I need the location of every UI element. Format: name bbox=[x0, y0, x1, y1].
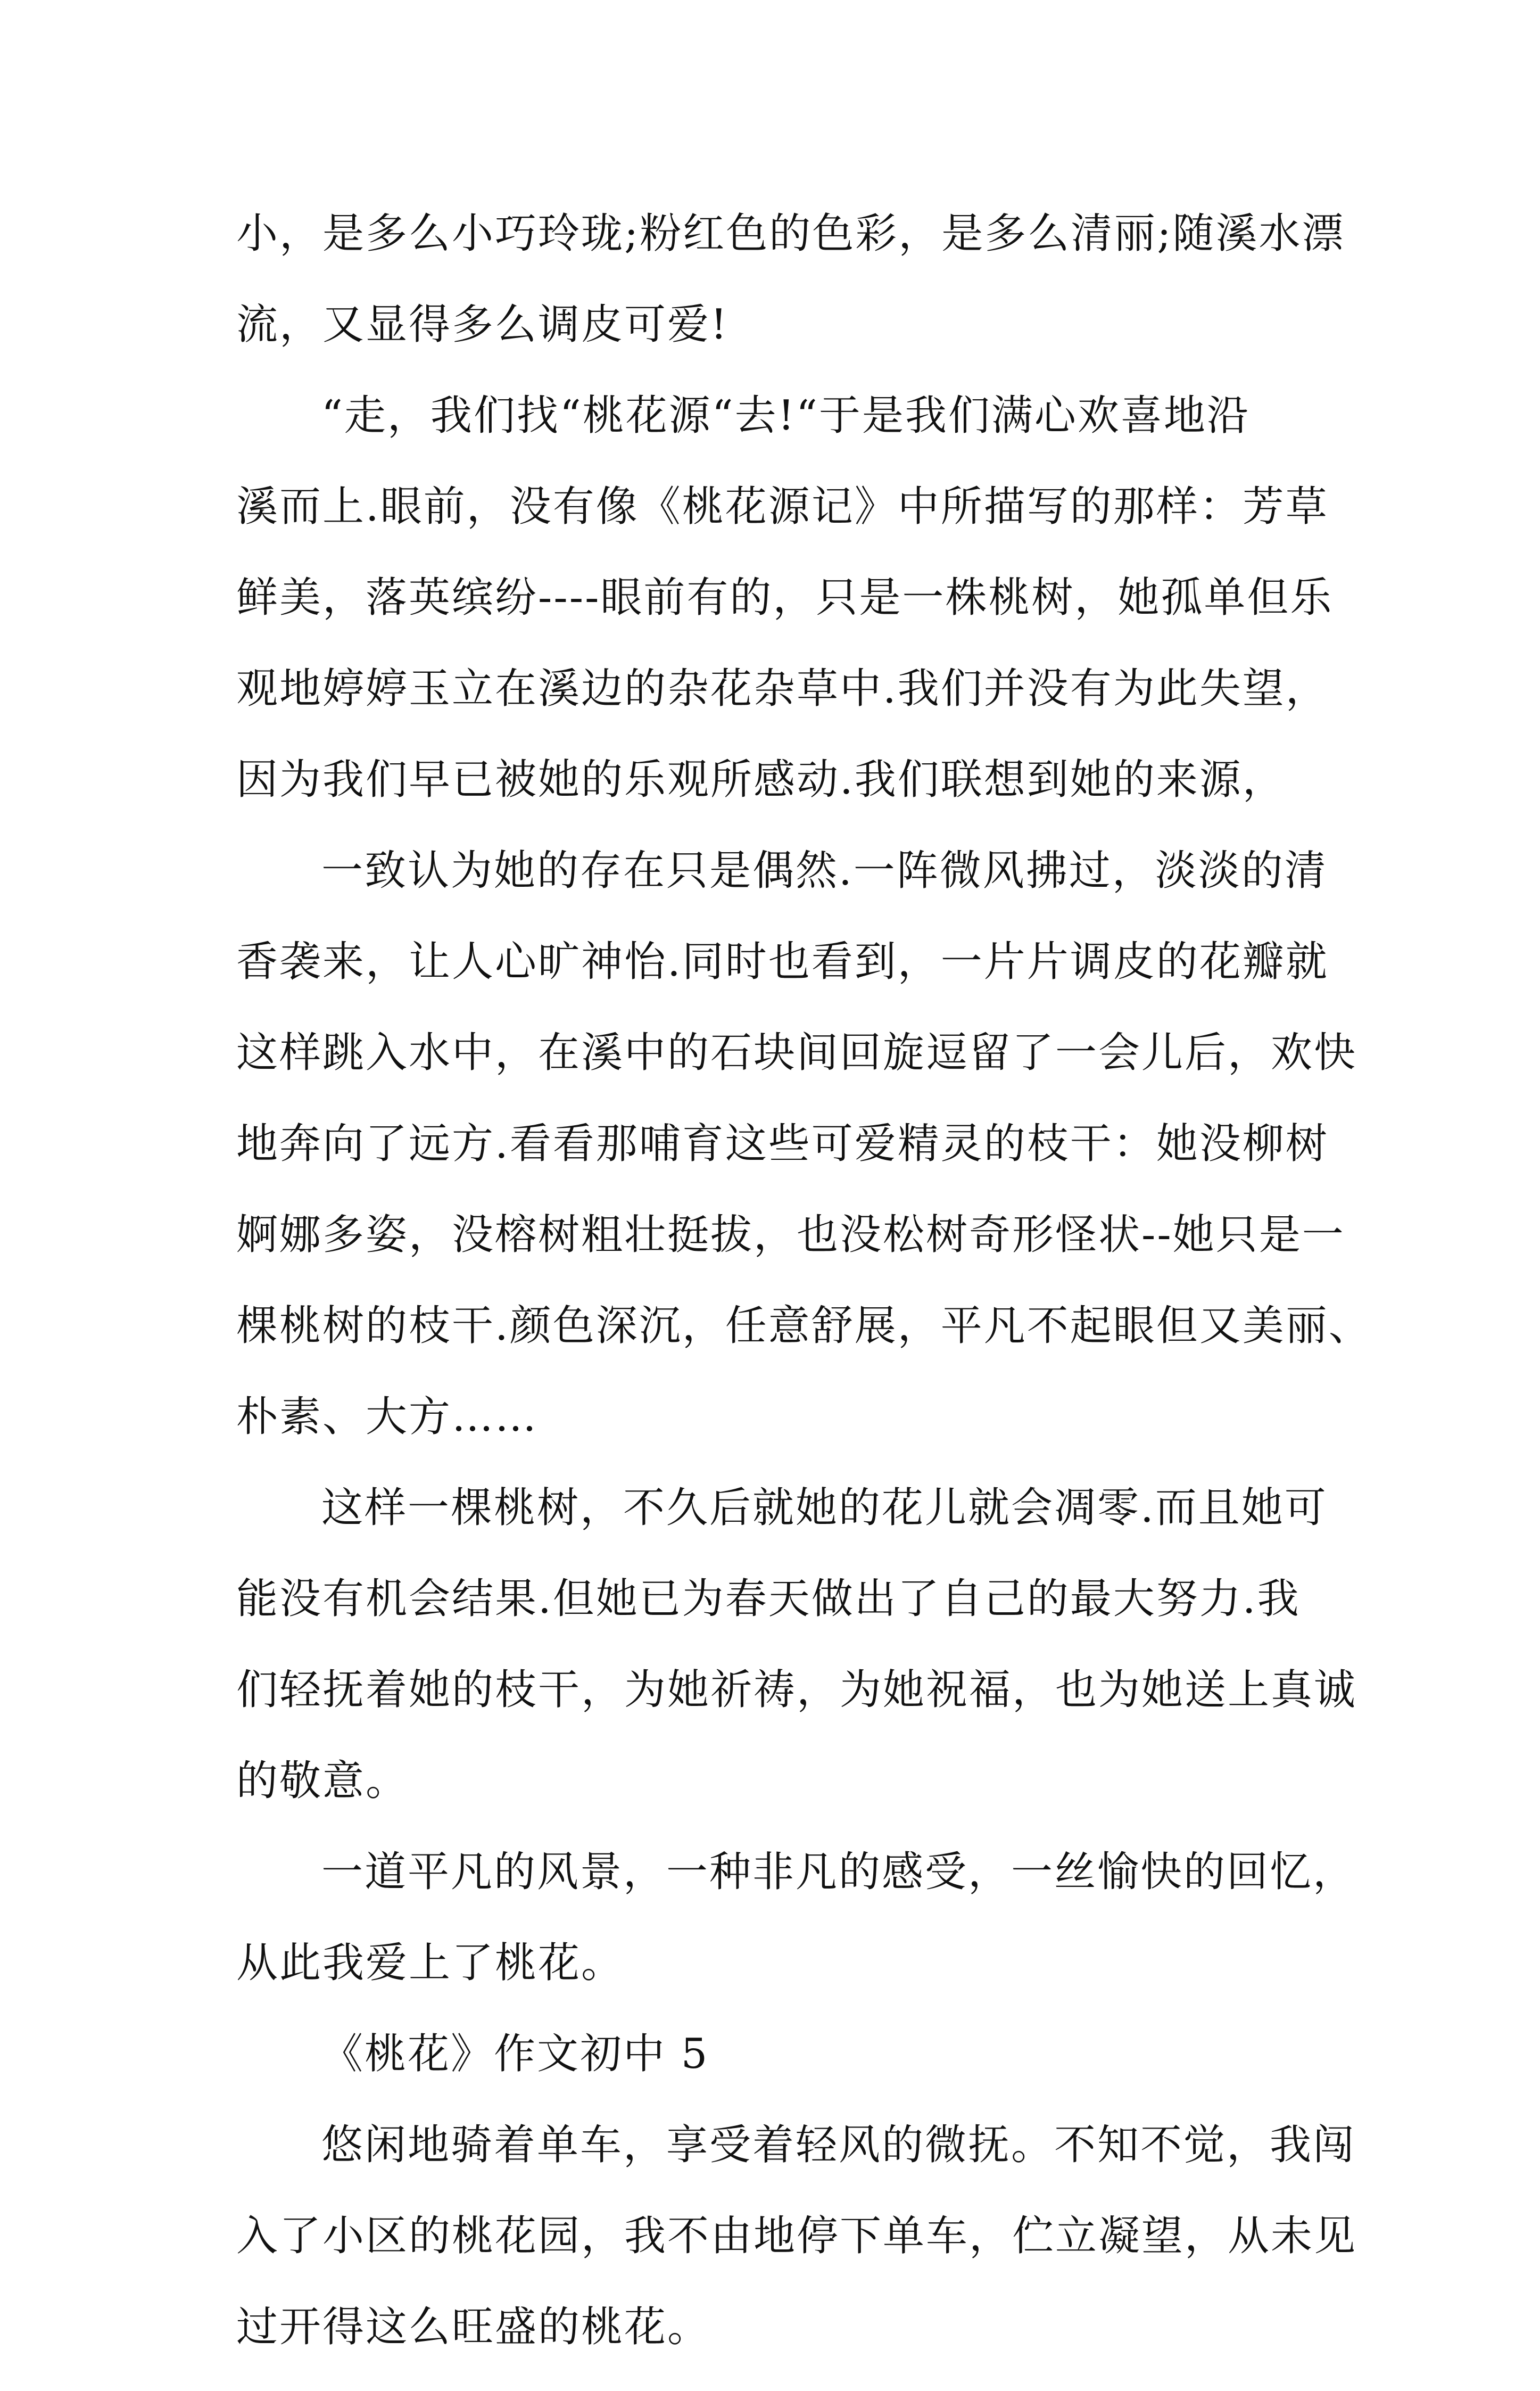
text-line: 鲜美，落英缤纷----眼前有的，只是一株桃树，她孤单但乐 bbox=[236, 574, 1334, 622]
text-line: 溪而上.眼前，没有像《桃花源记》中所描写的那样：芳草 bbox=[236, 483, 1329, 531]
text-line: 的敬意。 bbox=[236, 1757, 409, 1805]
text-line: 从此我爱上了桃花。 bbox=[236, 1939, 625, 1987]
text-line: 这样跳入水中，在溪中的石块间回旋逗留了一会儿后，欢快 bbox=[236, 1029, 1357, 1077]
text-line: 观地婷婷玉立在溪边的杂花杂草中.我们并没有为此失望， bbox=[236, 665, 1329, 713]
text-line: 一道平凡的风景，一种非凡的感受，一丝愉快的回忆， bbox=[321, 1848, 1356, 1896]
section-heading: 《桃花》作文初中 5 bbox=[321, 2030, 709, 2078]
text-line: 因为我们早已被她的乐观所感动.我们联想到她的来源， bbox=[236, 756, 1286, 804]
text-line: 地奔向了远方.看看那哺育这些可爱精灵的枝干：她没柳树 bbox=[236, 1120, 1329, 1168]
text-line: 能没有机会结果.但她已为春天做出了自己的最大努力.我 bbox=[236, 1575, 1301, 1623]
text-line: 棵桃树的枝干.颜色深沉，任意舒展，平凡不起眼但又美丽、 bbox=[236, 1302, 1372, 1350]
text-line: 这样一棵桃树，不久后就她的花儿就会凋零.而且她可 bbox=[321, 1484, 1328, 1532]
text-line: 们轻抚着她的枝干，为她祈祷，为她祝福，也为她送上真诚 bbox=[236, 1666, 1357, 1714]
text-line: 流，又显得多么调皮可爱! bbox=[236, 301, 729, 349]
text-line: “走，我们找“桃花源“去!“于是我们满心欢喜地沿 bbox=[321, 392, 1250, 440]
text-line: 过开得这么旺盛的桃花。 bbox=[236, 2303, 711, 2351]
text-line: 悠闲地骑着单车，享受着轻风的微抚。不知不觉，我闯 bbox=[321, 2121, 1356, 2169]
text-line: 婀娜多姿，没榕树粗壮挺拔，也没松树奇形怪状--她只是一 bbox=[236, 1211, 1345, 1259]
text-line: 朴素、大方…… bbox=[236, 1393, 539, 1441]
text-line: 一致认为她的存在只是偶然.一阵微风拂过，淡淡的清 bbox=[321, 847, 1328, 895]
document-body bbox=[236, 207, 1372, 2391]
text-line: 小，是多么小巧玲珑;粉红色的色彩，是多么清丽;随溪水漂 bbox=[236, 210, 1345, 258]
text-line: 香袭来，让人心旷神怡.同时也看到，一片片调皮的花瓣就 bbox=[236, 938, 1329, 986]
text-line: 入了小区的桃花园，我不由地停下单车，伫立凝望，从未见 bbox=[236, 2212, 1357, 2260]
